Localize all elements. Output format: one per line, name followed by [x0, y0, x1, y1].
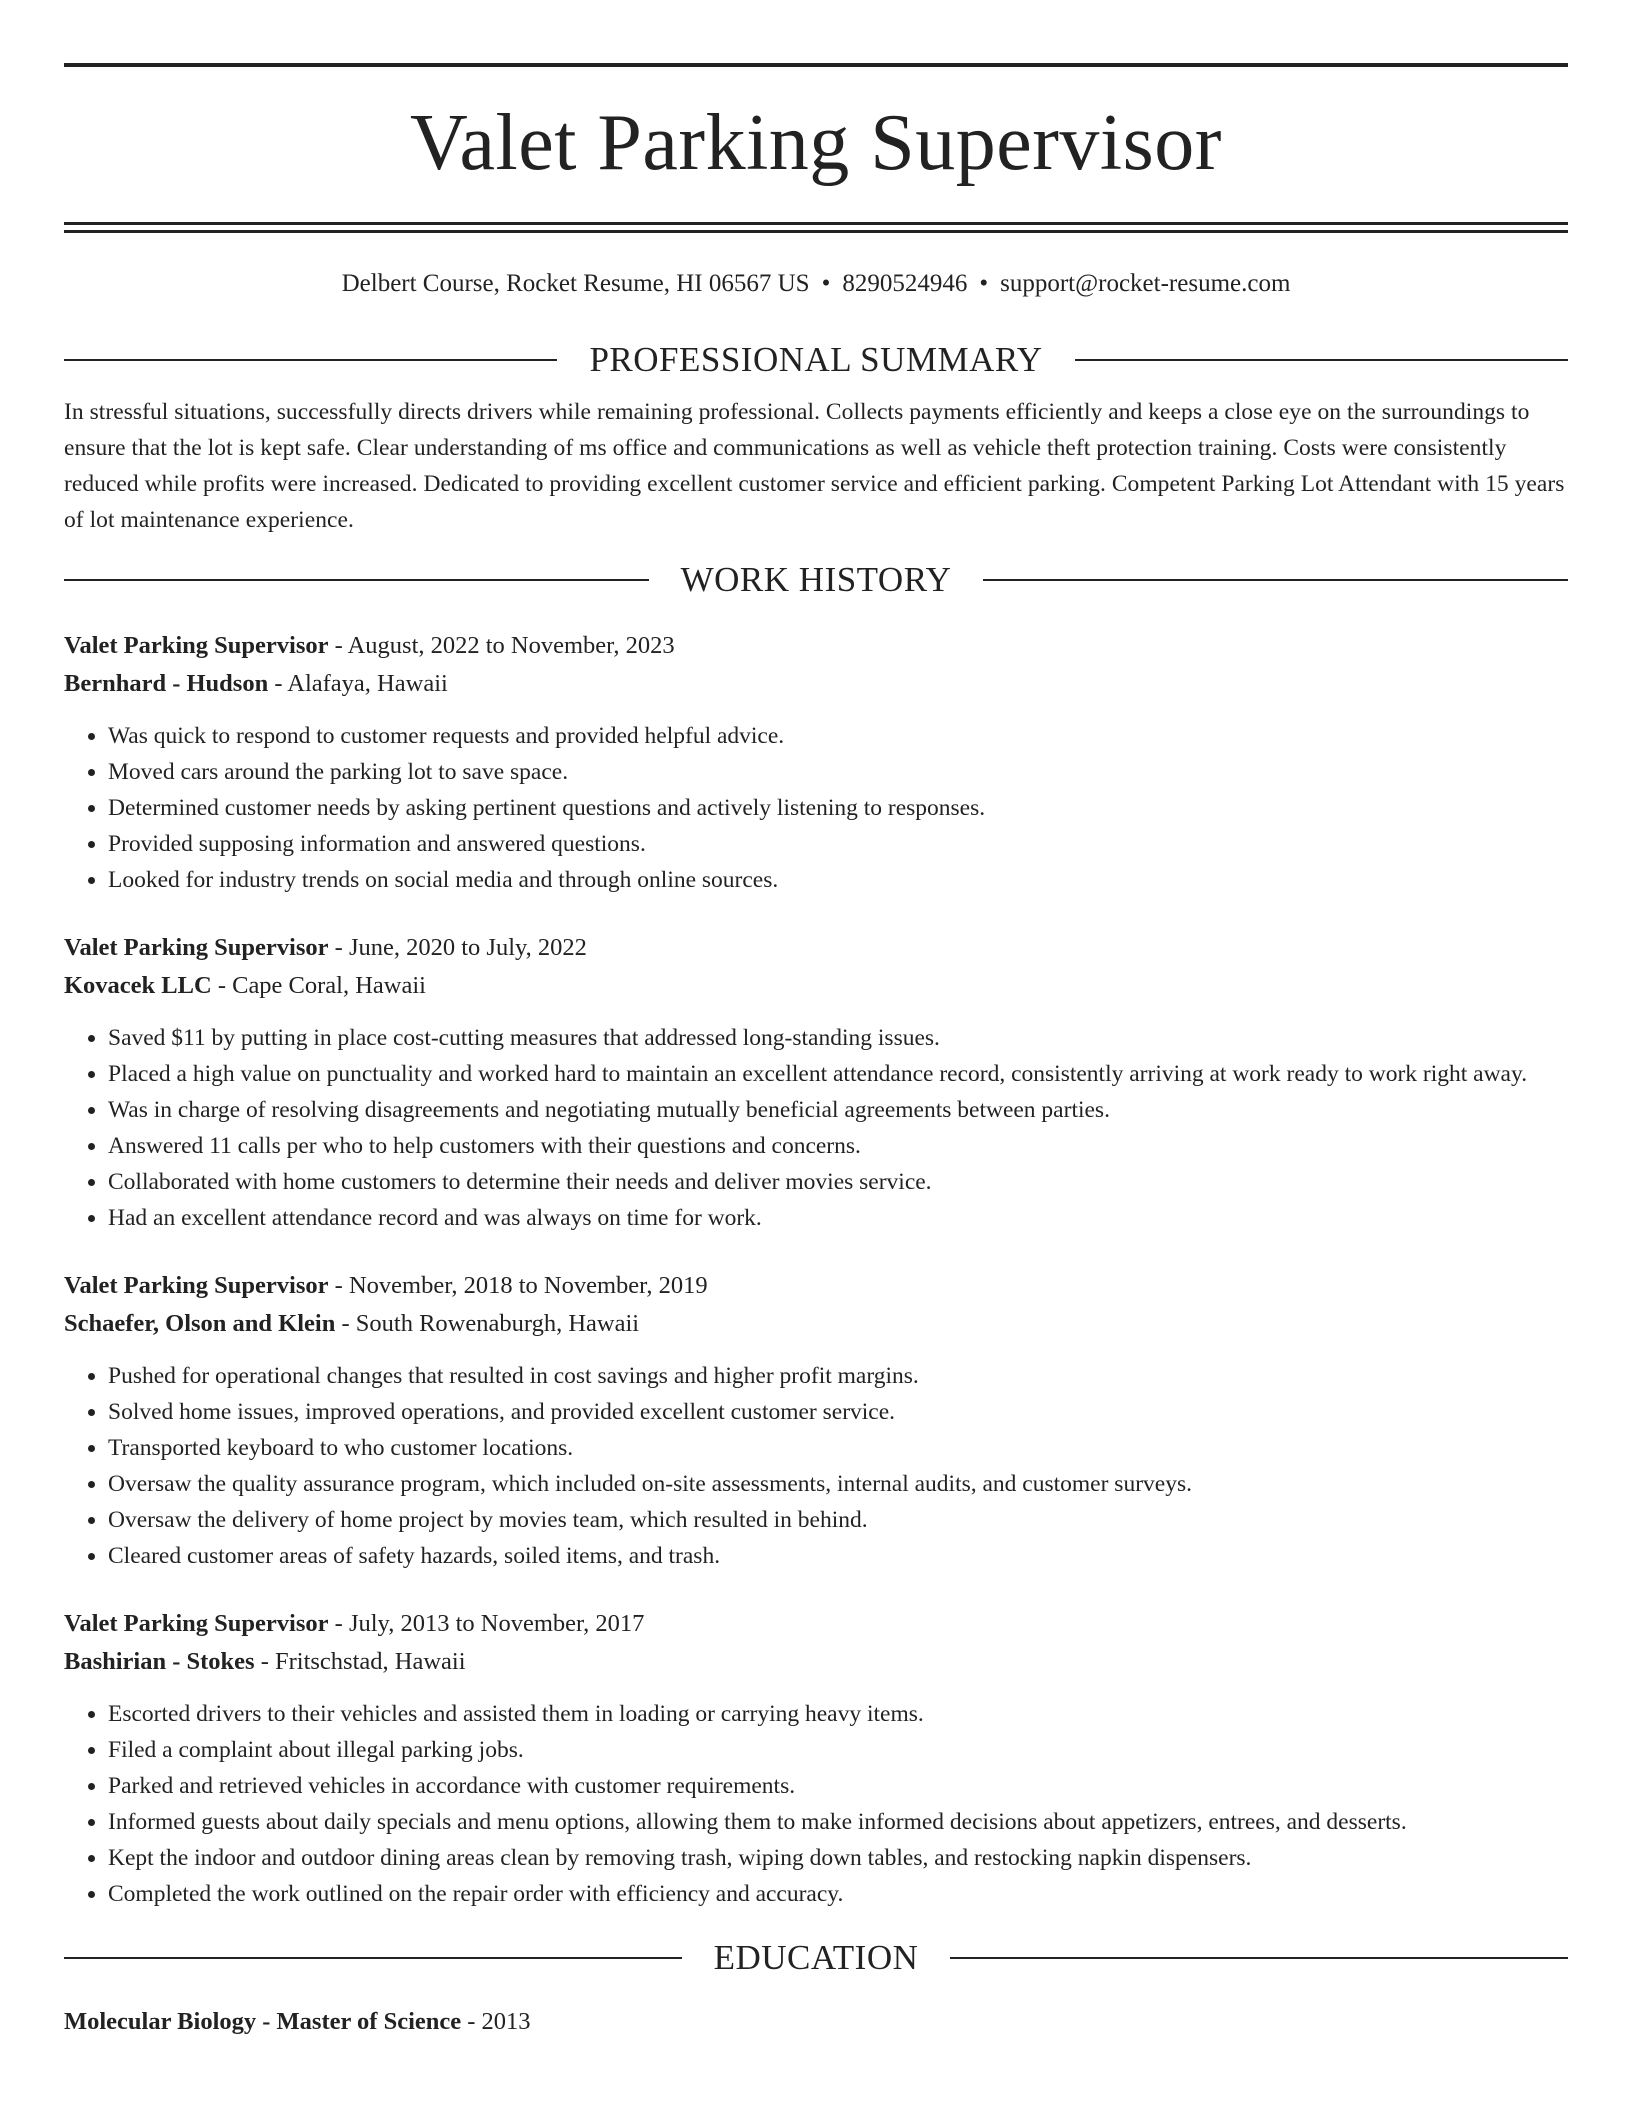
job-company-line [64, 665, 1568, 703]
job-company-line [64, 967, 1568, 1005]
job-company: Schaefer, Olson and Klein [64, 1310, 336, 1337]
job-company-line [64, 1643, 1568, 1681]
job-location: - Cape Coral, Hawaii [211, 972, 426, 999]
contact-line [64, 268, 1568, 300]
job-location: - South Rowenaburgh, Hawaii [335, 1310, 640, 1337]
work-heading [64, 558, 1568, 602]
work-history-list [64, 627, 1568, 1912]
bullet-item: • Placed a high value on punctuality and worked hard to maintain an excellent attendance record, consistently arriving at work ready to work right away. [108, 1056, 1568, 1092]
bullet-item: • Oversaw the delivery of home project by movies team, which resulted in behind. [108, 1502, 1568, 1538]
contact-separator: • [821, 270, 831, 297]
bullet-item: • Solved home issues, improved operations, and provided excellent customer service. [108, 1394, 1568, 1430]
bullet-item: • Oversaw the quality assurance program, which included on-site assessments, internal audits, and customer surveys. [108, 1466, 1568, 1502]
job-title-line [64, 1605, 1568, 1643]
bullet-item: • Pushed for operational changes that resulted in cost savings and higher profit margins. [108, 1358, 1568, 1394]
bullet-item: • Provided supposing information and answered questions. [108, 826, 1568, 862]
professional-summary: In stressful situations, successfully directs drivers while remaining professional. Collects payments efficiently and keeps a close eye on the surroundings to ensure that the lot is kept safe. Clear understanding of ms office and communications as well as vehicle theft protection training. Costs were consistently reduced while profits were increased. Dedicated to providing excellent customer service and efficient parking. Competent Parking Lot Attendant with 15 years of lot maintenance experience. [64, 399, 1565, 533]
job-dates: - June, 2020 to July, 2022 [328, 934, 587, 961]
bullet-item: • Transported keyboard to who customer locations. [108, 1430, 1568, 1466]
job-dates: - August, 2022 to November, 2023 [328, 632, 675, 659]
bullet-item: • Parked and retrieved vehicles in accordance with customer requirements. [108, 1768, 1568, 1804]
job-company: Bashirian - Stokes [64, 1648, 255, 1675]
job-title: Valet Parking Supervisor [64, 1272, 329, 1299]
bullet-item: • Had an excellent attendance record and was always on time for work. [108, 1200, 1568, 1236]
contact-email: support@rocket-resume.com [1000, 270, 1291, 297]
education-entry [64, 2003, 1568, 2041]
job-company-line [64, 1305, 1568, 1343]
job-bullets [64, 1358, 1568, 1574]
summary-heading-label: PROFESSIONAL SUMMARY [589, 340, 1043, 379]
bullet-item: • Looked for industry trends on social media and through online sources. [108, 862, 1568, 898]
job-location: - Fritschstad, Hawaii [254, 1648, 466, 1675]
page-title: Valet Parking Supervisor [410, 99, 1222, 187]
bullet-item: • Moved cars around the parking lot to save space. [108, 754, 1568, 790]
job-bullets [64, 718, 1568, 898]
heading-rule [983, 579, 1568, 581]
resume-page [64, 0, 1568, 2041]
job-company: Bernhard - Hudson [64, 670, 269, 697]
bullet-item: • Was in charge of resolving disagreements and negotiating mutually beneficial agreements between parties. [108, 1092, 1568, 1128]
job-dates: - November, 2018 to November, 2019 [328, 1272, 708, 1299]
job-entry [64, 1267, 1568, 1574]
education-heading [64, 1936, 1568, 1980]
bullet-item: • Was quick to respond to customer requests and provided helpful advice. [108, 718, 1568, 754]
bullet-item: • Answered 11 calls per who to help customers with their questions and concerns. [108, 1128, 1568, 1164]
education-heading-label: EDUCATION [713, 1938, 919, 1977]
bullet-item: • Completed the work outlined on the repair order with efficiency and accuracy. [108, 1876, 1568, 1912]
bullet-item: • Saved $11 by putting in place cost-cutting measures that addressed long-standing issues. [108, 1020, 1568, 1056]
education-degree: Molecular Biology - Master of Science [64, 2008, 462, 2035]
summary-heading [64, 338, 1568, 382]
job-title-line [64, 929, 1568, 967]
top-rule [64, 63, 1568, 67]
bullet-item: • Informed guests about daily specials and menu options, allowing them to make informed decisions about appetizers, entrees, and desserts. [108, 1804, 1568, 1840]
job-location: - Alafaya, Hawaii [268, 670, 448, 697]
bullet-item: • Escorted drivers to their vehicles and assisted them in loading or carrying heavy items. [108, 1696, 1568, 1732]
contact-address: Delbert Course, Rocket Resume, HI 06567 US [341, 270, 810, 297]
job-title-line [64, 627, 1568, 665]
job-dates: - July, 2013 to November, 2017 [328, 1610, 645, 1637]
job-company: Kovacek LLC [64, 972, 212, 999]
heading-rule [64, 579, 649, 581]
job-title: Valet Parking Supervisor [64, 632, 329, 659]
contact-separator: • [979, 270, 989, 297]
contact-phone: 8290524946 [842, 270, 968, 297]
bullet-item: • Collaborated with home customers to determine their needs and deliver movies service. [108, 1164, 1568, 1200]
heading-rule [64, 1957, 682, 1959]
job-bullets [64, 1696, 1568, 1912]
heading-rule [1075, 359, 1568, 361]
job-title-line [64, 1267, 1568, 1305]
job-entry [64, 627, 1568, 898]
job-title: Valet Parking Supervisor [64, 1610, 329, 1637]
bullet-item: • Kept the indoor and outdoor dining areas clean by removing trash, wiping down tables, and restocking napkin dispensers. [108, 1840, 1568, 1876]
heading-rule [64, 359, 557, 361]
job-bullets [64, 1020, 1568, 1236]
work-heading-label: WORK HISTORY [680, 560, 952, 599]
bullet-item: • Determined customer needs by asking pertinent questions and actively listening to responses. [108, 790, 1568, 826]
job-title: Valet Parking Supervisor [64, 934, 329, 961]
title-double-rule [64, 222, 1568, 233]
bullet-item: • Filed a complaint about illegal parking jobs. [108, 1732, 1568, 1768]
education-year: - 2013 [461, 2008, 531, 2035]
job-entry [64, 1605, 1568, 1912]
bullet-item: • Cleared customer areas of safety hazards, soiled items, and trash. [108, 1538, 1568, 1574]
heading-rule [950, 1957, 1568, 1959]
job-entry [64, 929, 1568, 1236]
